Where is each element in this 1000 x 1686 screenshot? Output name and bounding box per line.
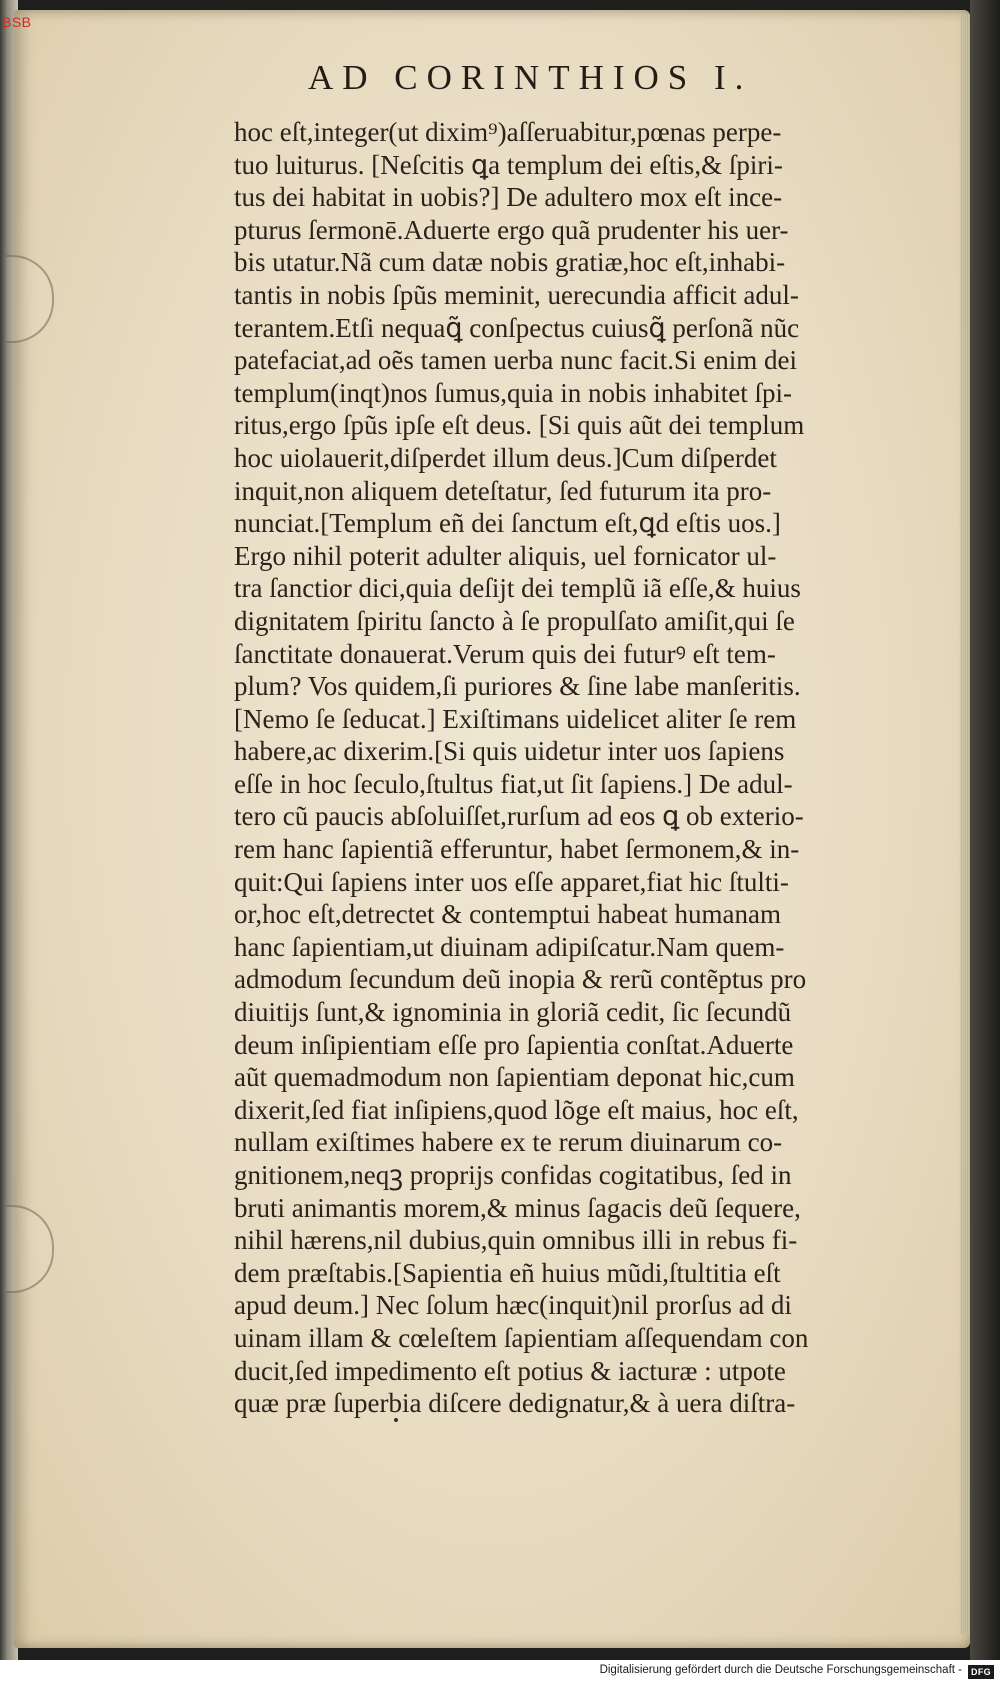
text-line: ritus,ergo ſpũs ipſe eſt deus. [Si quis aũt dei templum [234, 410, 805, 441]
funding-credit: Digitalisierung gefördert durch die Deutsche Forschungsgemeinschaft - [599, 1664, 962, 1676]
ink-dot [394, 1418, 398, 1422]
running-head: AD CORINTHIOS I. [308, 58, 753, 97]
text-line: dem præſtabis.[Sapientia eñ huius mũdi,ſtultitia eſt [234, 1257, 781, 1288]
text-line: quit:Qui ſapiens inter uos eſſe apparet,fiat hic ſtulti- [234, 866, 789, 897]
text-line: pturus ſermonē.Aduerte ergo quã prudenter his uer- [234, 214, 789, 245]
text-line: admodum ſecundum deũ inopia & rerũ contẽptus pro [234, 964, 807, 995]
text-line: Ergo nihil poterit adulter aliquis, uel fornicator ul- [234, 540, 777, 571]
text-line: hoc uiolauerit,diſperdet illum deus.]Cum diſperdet [234, 442, 777, 473]
text-line: nullam exiſtimes habere ex te rerum diuinarum co- [234, 1127, 783, 1158]
page-edge-stack [960, 14, 970, 1634]
text-line: diuitijs ſunt,& ignominia in gloriã cedit, ſic ſecundũ [234, 997, 792, 1028]
text-line: templum(inqt)nos ſumus,quia in nobis inhabitet ſpi- [234, 377, 792, 408]
text-line: rem hanc ſapientiã efferuntur, habet ſermonem,& in- [234, 834, 800, 865]
text-line: dignitatem ſpiritu ſancto à ſe propulſato amiſit,qui ſe [234, 605, 795, 636]
text-line: deum inſipientiam eſſe pro ſapientia conſtat.Aduerte [234, 1029, 794, 1060]
text-line: [Nemo ſe ſeducat.] Exiſtimans uidelicet aliter ſe rem [234, 703, 797, 734]
text-line: tuo luiturus. [Neſcitis ꝗa templum dei eſtis,& ſpiri- [234, 149, 783, 180]
book-fore-edge [970, 0, 1000, 1686]
text-line: tus dei habitat in uobis?] De adultero mox eſt ince- [234, 182, 783, 213]
text-line: plum? Vos quidem,ſi puriores & ſine labe manſeritis. [234, 671, 801, 702]
dfg-logo-icon: DFG [968, 1665, 994, 1679]
text-line: ſanctitate donauerat.Verum quis dei futurꝰ eſt tem- [234, 638, 776, 669]
text-line: bis utatur.Nã cum datæ nobis gratiæ,hoc eſt,inhabi- [234, 247, 786, 278]
text-line: nihil hærens,nil dubius,quin omnibus illi in rebus fi- [234, 1225, 798, 1256]
text-line: bruti animantis morem,& minus ſagacis deũ ſequere, [234, 1192, 801, 1223]
text-line: aũt quemadmodum non ſapientiam deponat hic,cum [234, 1062, 795, 1093]
text-line: habere,ac dixerim.[Si quis uidetur inter uos ſapiens [234, 736, 785, 767]
text-line: inquit,non aliquem deteſtatur, ſed futurum ita pro- [234, 475, 772, 506]
text-line: patefaciat,ad oẽs tamen uerba nunc facit.Si enim dei [234, 345, 798, 376]
text-line: hoc eſt,integer(ut dixim⁹)aſſeruabitur,pœnas perpe- [234, 117, 782, 147]
library-stamp: BSB [2, 14, 32, 30]
text-line: uinam illam & cœleſtem ſapientiam aſſequendam con [234, 1322, 809, 1353]
body-text-block [234, 116, 924, 1420]
text-line: tantis in nobis ſpũs meminit, uerecundia afficit adul- [234, 279, 799, 310]
text-line: ducit,ſed impedimento eſt potius & iacturæ : utpote [234, 1355, 786, 1386]
text-line: nunciat.[Templum eñ dei ſanctum eſt,ꝗd eſtis uos.] [234, 508, 781, 539]
text-line: gnitionem,neqꝫ proprijs confidas cogitatibus, ſed in [234, 1160, 792, 1190]
text-line: or,hoc eſt,detrectet & contemptui habeat humanam [234, 899, 781, 930]
text-line: apud deum.] Nec ſolum hæc(inquit)nil prorſus ad di [234, 1290, 792, 1321]
text-line: hanc ſapientiam,ut diuinam adipiſcatur.Nam quem- [234, 931, 785, 962]
text-line: quæ præ ſuperbia diſcere dedignatur,& à uera diſtra- [234, 1388, 796, 1419]
text-line: tero cũ paucis abſoluiſſet,rurſum ad eos ꝗ ob exterio- [234, 801, 804, 832]
text-line: tra ſanctior dici,quia deſijt dei templũ iã eſſe,& huius [234, 573, 801, 604]
text-line: eſſe in hoc ſeculo,ſtultus fiat,ut ſit ſapiens.] De adul- [234, 768, 793, 799]
text-line: dixerit,ſed fiat inſipiens,quod lõge eſt maius, hoc eſt, [234, 1094, 799, 1125]
text-line: terantem.Etſi nequaꝗ̃ conſpectus cuiusꝗ̃ perſonã nũc [234, 312, 800, 343]
